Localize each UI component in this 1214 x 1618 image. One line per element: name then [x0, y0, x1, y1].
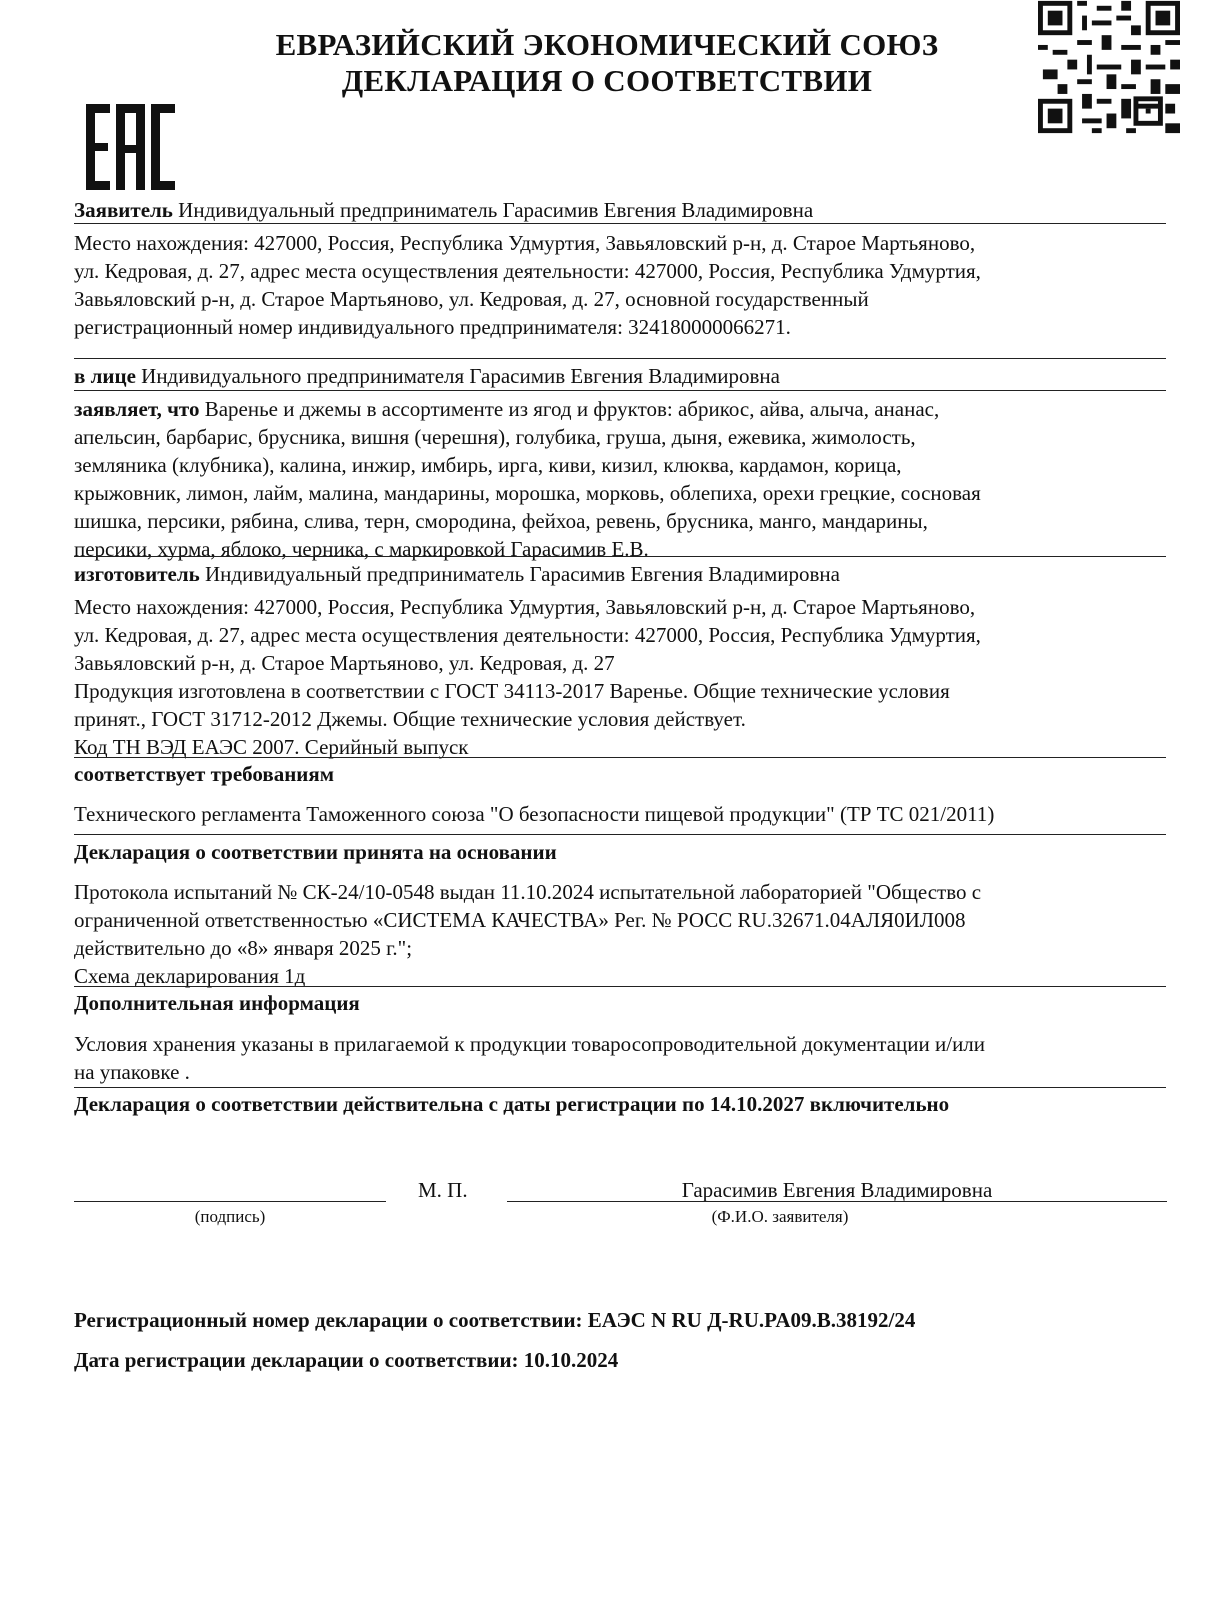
manufacturer-line-text: Завьяловский р-н, д. Старое Мартьяново, ул. Кедровая, д. 27: [74, 651, 615, 675]
complies-text: Технического регламента Таможенного союза "О безопасности пищевой продукции" (ТР ТС 021/2011): [74, 802, 995, 826]
stamp-mark: М. П.: [418, 1178, 468, 1202]
declares-line: земляника (клубника), калина, инжир, имбирь, ирга, киви, кизил, клюква, кардамон, корица,: [74, 453, 902, 477]
declares-line: шишка, персики, рябина, слива, терн, смородина, фейхоа, ревень, брусника, манго, мандарины,: [74, 509, 928, 533]
basis-block: [74, 878, 1166, 990]
divider: [74, 358, 1166, 359]
validity-text: Декларация о соответствии действительна с даты регистрации по 14.10.2027 включительно: [74, 1092, 950, 1116]
additional-heading: Дополнительная информация: [74, 991, 360, 1015]
applicant-address-line: Завьяловский р-н, д. Старое Мартьяново, ул. Кедровая, д. 27, основной государственный: [74, 287, 869, 311]
divider: [74, 757, 1166, 758]
manufacturer-label: изготовитель: [74, 562, 200, 586]
manufacturer-line-text: Код ТН ВЭД ЕАЭС 2007. Серийный выпуск: [74, 735, 469, 759]
manufacturer-line: [74, 560, 1166, 588]
declares-block: [74, 395, 1166, 563]
divider: [74, 1087, 1166, 1088]
represented-by-label: в лице: [74, 364, 136, 388]
additional-block: [74, 1030, 1166, 1086]
declares-label: заявляет, что: [74, 397, 200, 421]
basis-line: Протокола испытаний № СК-24/10-0548 выдан 11.10.2024 испытательной лабораторией "Общество с: [74, 880, 982, 904]
complies-heading: соответствует требованиям: [74, 762, 335, 786]
divider: [74, 834, 1166, 835]
manufacturer-line-text: принят., ГОСТ 31712-2012 Джемы. Общие технические условия действует.: [74, 707, 746, 731]
represented-by-text: Индивидуального предпринимателя Гарасимив Евгения Владимировна: [141, 364, 780, 388]
manufacturer-details: [74, 593, 1166, 761]
caption-name: (Ф.И.О. заявителя): [711, 1207, 849, 1226]
applicant-label: Заявитель: [74, 198, 173, 222]
header-title-line1: ЕВРАЗИЙСКИЙ ЭКОНОМИЧЕСКИЙ СОЮЗ: [275, 27, 939, 62]
basis-line: действительно до «8» января 2025 г.";: [74, 936, 413, 960]
basis-line: ограниченной ответственностью «СИСТЕМА КАЧЕСТВА» Рег. № РОСС RU.32671.04АЛЯ0ИЛ008: [74, 908, 966, 932]
qr-code-icon: [1038, 0, 1180, 134]
applicant-address-line: ул. Кедровая, д. 27, адрес места осуществления деятельности: 427000, Россия, Республика Удмуртия,: [74, 259, 981, 283]
applicant-address: [74, 229, 1166, 341]
name-line: [507, 1201, 1167, 1202]
manufacturer-line-text: Продукция изготовлена в соответствии с ГОСТ 34113-2017 Варенье. Общие технические условия: [74, 679, 950, 703]
divider: [74, 556, 1166, 557]
signature-line: [74, 1201, 386, 1202]
manufacturer-line-text: ул. Кедровая, д. 27, адрес места осуществления деятельности: 427000, Россия, Республика Удмуртия,: [74, 623, 981, 647]
divider: [74, 390, 1166, 391]
declares-line: персики, хурма, яблоко, черника, с маркировкой Гарасимив Е.В.: [74, 537, 649, 561]
caption-signature: (подпись): [194, 1207, 266, 1226]
declares-first-line: Варенье и джемы в ассортименте из ягод и фруктов: абрикос, айва, алыча, ананас,: [204, 397, 940, 421]
registration-number: Регистрационный номер декларации о соответствии: ЕАЭС N RU Д-RU.PA09.B.38192/24: [74, 1308, 916, 1332]
manufacturer-line-text: Место нахождения: 427000, Россия, Республика Удмуртия, Завьяловский р-н, д. Старое Мартьяново,: [74, 595, 976, 619]
applicant-line: [74, 196, 1166, 224]
declares-line: апельсин, барбарис, брусника, вишня (черешня), голубика, груша, дыня, ежевика, жимолость,: [74, 425, 916, 449]
applicant-name: Индивидуальный предприниматель Гарасимив Евгения Владимировна: [178, 198, 814, 222]
manufacturer-name: Индивидуальный предприниматель Гарасимив Евгения Владимировна: [205, 562, 840, 586]
registration-date: Дата регистрации декларации о соответствии: 10.10.2024: [74, 1348, 619, 1372]
applicant-address-line: Место нахождения: 427000, Россия, Республика Удмуртия, Завьяловский р-н, д. Старое Мартьяново,: [74, 231, 976, 255]
additional-line: Условия хранения указаны в прилагаемой к продукции товаросопроводительной документации и/или: [74, 1032, 986, 1056]
basis-heading: Декларация о соответствии принята на основании: [74, 840, 557, 864]
divider: [74, 986, 1166, 987]
signatory-name: Гарасимив Евгения Владимировна: [681, 1178, 993, 1202]
eac-logo-icon: [86, 104, 176, 190]
applicant-address-line: регистрационный номер индивидуального предпринимателя: 324180000066271.: [74, 315, 791, 339]
basis-line: Схема декларирования 1д: [74, 964, 306, 988]
additional-line: на упаковке .: [74, 1060, 190, 1084]
header-title-line2: ДЕКЛАРАЦИЯ О СООТВЕТСТВИИ: [341, 63, 873, 98]
represented-by-line: [74, 362, 1166, 390]
declares-line: крыжовник, лимон, лайм, малина, мандарины, морошка, морковь, облепиха, орехи грецкие, сосновая: [74, 481, 981, 505]
divider: [74, 223, 1166, 224]
